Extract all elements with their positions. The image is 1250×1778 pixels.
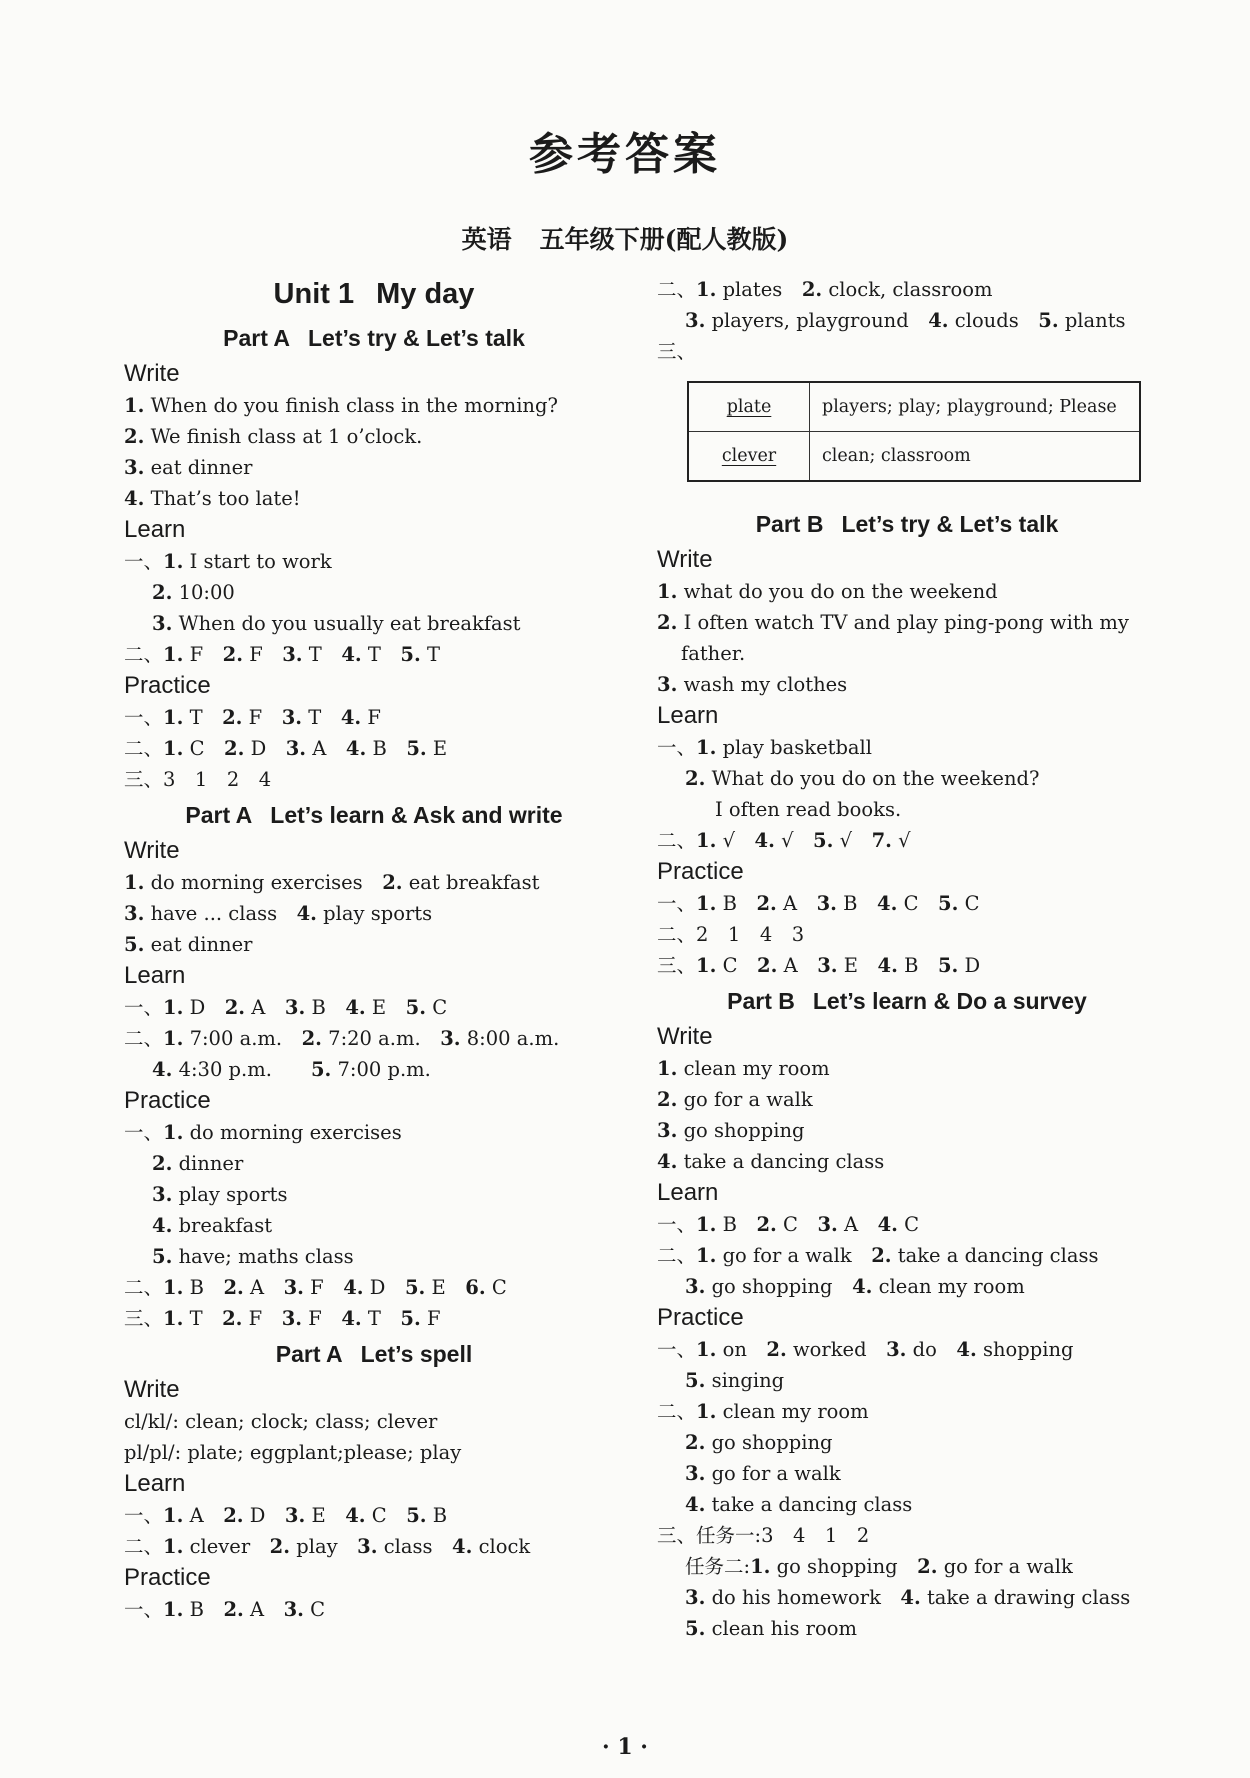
table-cell-answers: clean; classroom [810,432,1141,482]
part-heading: Part B Let’s try & Let’s talk [755,511,1059,537]
answer-line: 三、1. C 2. A 3. E 4. B 5. D [657,954,981,977]
part-heading: Part A Let’s spell [275,1341,473,1367]
answer-line: 一、1. do morning exercises [124,1121,402,1144]
answer-line: 1. do morning exercises 2. eat breakfast [124,871,540,894]
section-heading-write: Write [657,1023,713,1050]
answer-line: 3. go shopping [657,1119,805,1142]
section-heading-practice: Practice [657,1304,744,1331]
section-heading-practice: Practice [124,1087,211,1114]
answer-line: 三、任务一:3 4 1 2 [657,1524,870,1547]
answer-line: 3. do his homework 4. take a drawing class [685,1586,1131,1609]
answer-line: 5. have; maths class [152,1245,354,1268]
left-column [124,272,624,1625]
answer-line: 1. When do you finish class in the morning? [124,394,558,417]
answer-line: pl/pl/: plate; eggplant;please; play [124,1441,462,1464]
part-heading: Part B Let’s learn & Do a survey [727,988,1087,1014]
answer-line: 一、1. I start to work [124,550,332,573]
answer-line: 任务二:1. go shopping 2. go for a walk [685,1555,1073,1578]
answer-line: 二、1. go for a walk 2. take a dancing class [657,1244,1099,1267]
part-heading: Part A Let’s try & Let’s talk [223,325,525,351]
section-heading-write: Write [124,360,180,387]
answer-line: 一、1. T 2. F 3. T 4. F [124,706,381,729]
answer-line: 一、1. D 2. A 3. B 4. E 5. C [124,996,448,1019]
answer-line: 一、1. play basketball [657,736,873,759]
section-heading-write: Write [657,546,713,573]
answer-line: 3. go shopping 4. clean my room [685,1275,1025,1298]
answer-line: 4. take a dancing class [685,1493,913,1516]
section-heading-learn: Learn [124,962,186,989]
answer-line: 4. 4:30 p.m. 5. 7:00 p.m. [152,1058,431,1081]
answer-line: 2. I often watch TV and play ping-pong with my [657,611,1129,634]
answer-line: 3. wash my clothes [657,673,848,696]
section-heading-write: Write [124,837,180,864]
word-sort-table [687,381,1141,482]
unit-heading: Unit 1 My day [273,278,475,310]
answer-line: 三、3 1 2 4 [124,768,272,791]
answer-line: 5. singing [685,1369,785,1392]
answer-line: 2. What do you do on the weekend? [685,767,1040,790]
answer-line: 1. what do you do on the weekend [657,580,998,603]
answer-line: 2. We finish class at 1 o’clock. [124,425,423,448]
answer-line: 5. eat dinner [124,933,253,956]
answer-line: 3. When do you usually eat breakfast [152,612,521,635]
section-heading-learn: Learn [124,516,186,543]
section-heading-practice: Practice [124,672,211,699]
section-heading-practice: Practice [124,1564,211,1591]
answer-line: 二、1. C 2. D 3. A 4. B 5. E [124,737,448,760]
subject: 英语 [461,225,512,254]
answer-line: 二、1. clean my room [657,1400,869,1423]
answer-line: 三、 [657,340,697,363]
table-row [688,432,1140,482]
answer-line: 二、1. √ 4. √ 5. √ 7. √ [657,829,911,852]
answer-line: 一、1. A 2. D 3. E 4. C 5. B [124,1504,448,1527]
answer-line: 3. eat dinner [124,456,253,479]
answer-line: 一、1. on 2. worked 3. do 4. shopping [657,1338,1074,1361]
answer-line: cl/kl/: clean; clock; class; clever [124,1410,438,1433]
answer-line: 一、1. B 2. C 3. A 4. C [657,1213,920,1236]
answer-line: 5. clean his room [685,1617,857,1640]
answer-line: father. [681,642,746,665]
answer-line: 二、1. clever 2. play 3. class 4. clock [124,1535,531,1558]
answer-line: 二、2 1 4 3 [657,923,805,946]
table-cell-answers: players; play; playground; Please [810,382,1141,432]
answer-line: 1. clean my room [657,1057,830,1080]
table-cell-word: plate [688,382,810,432]
book-name: 五年级下册(配人教版) [539,225,789,254]
page-subtitle [0,220,1250,256]
answer-line: 3. go for a walk [685,1462,841,1485]
answer-line: 2. dinner [152,1152,244,1175]
answer-line: 3. players, playground 4. clouds 5. plants [685,309,1126,332]
page-title: 参考答案 [529,129,721,180]
answer-line: 三、1. T 2. F 3. F 4. T 5. F [124,1307,441,1330]
answer-line: 4. take a dancing class [657,1150,885,1173]
answer-line: 2. go for a walk [657,1088,813,1111]
part-heading: Part A Let’s learn & Ask and write [185,802,563,828]
table-row [688,382,1140,432]
answer-line: 3. have ... class 4. play sports [124,902,433,925]
answer-line: 3. play sports [152,1183,288,1206]
section-heading-learn: Learn [124,1470,186,1497]
section-heading-learn: Learn [657,1179,719,1206]
section-heading-practice: Practice [657,858,744,885]
answer-line: 二、1. 7:00 a.m. 2. 7:20 a.m. 3. 8:00 a.m. [124,1027,560,1050]
answer-line: 二、1. B 2. A 3. F 4. D 5. E 6. C [124,1276,507,1299]
right-column [657,274,1157,1644]
section-heading-learn: Learn [657,702,719,729]
answer-line: 一、1. B 2. A 3. C [124,1598,326,1621]
answer-line: 4. That’s too late! [124,487,301,510]
answer-line: 一、1. B 2. A 3. B 4. C 5. C [657,892,980,915]
table-cell-word: clever [688,432,810,482]
answer-line: 二、1. plates 2. clock, classroom [657,278,993,301]
page-number: · 1 · [602,1734,648,1760]
section-heading-write: Write [124,1376,180,1403]
answer-line: I often read books. [715,798,902,821]
answer-line: 4. breakfast [152,1214,273,1237]
answer-line: 二、1. F 2. F 3. T 4. T 5. T [124,643,440,666]
answer-line: 2. 10:00 [152,581,235,604]
answer-line: 2. go shopping [685,1431,833,1454]
